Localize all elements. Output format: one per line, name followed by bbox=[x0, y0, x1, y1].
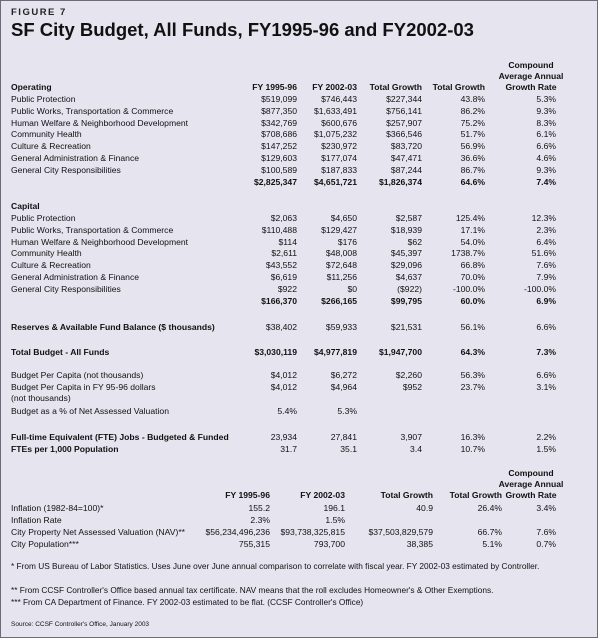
value-c2: $0 bbox=[347, 283, 357, 294]
value-c1: $2,063 bbox=[270, 213, 297, 223]
value-c2: $4,650 bbox=[330, 213, 357, 223]
source-note: Source: CCSF Controller's Office, January 2003 bbox=[11, 621, 150, 628]
figure-label: FIGURE 7 bbox=[11, 7, 67, 18]
value-c2: $4,964 bbox=[330, 382, 357, 392]
value-c1: $877,350 bbox=[261, 105, 297, 116]
value-c3: $45,397 bbox=[390, 248, 422, 259]
value-c3: $87,244 bbox=[390, 164, 422, 175]
value-c5: 2.2% bbox=[536, 432, 556, 442]
value-c1: 23,934 bbox=[270, 432, 297, 442]
value-c5: 6.6% bbox=[536, 141, 556, 152]
value-c2: $1,075,232 bbox=[313, 129, 357, 140]
value-c1: $519,099 bbox=[261, 94, 297, 104]
row-label: Culture & Recreation bbox=[11, 141, 91, 152]
row-label: Community Health bbox=[11, 129, 82, 140]
value-c2: $4,977,819 bbox=[313, 347, 357, 357]
value-c1: $922 bbox=[277, 283, 297, 294]
row-label: Full-time Equivalent (FTE) Jobs - Budgeted & Funded bbox=[11, 432, 229, 442]
value-c5: 7.4% bbox=[536, 177, 556, 187]
value-c1: $100,589 bbox=[261, 164, 297, 175]
row-label: Community Health bbox=[11, 248, 82, 259]
value-c5: 3.4% bbox=[536, 503, 556, 513]
value-c4: 66.8% bbox=[460, 260, 485, 271]
value-c2: $93,738,325,815 bbox=[280, 527, 345, 537]
value-c4: 56.9% bbox=[460, 141, 485, 152]
row-label-continued: (not thousands) bbox=[11, 393, 71, 403]
row-label: Human Welfare & Neighborhood Development bbox=[11, 117, 189, 128]
value-c3: $47,471 bbox=[390, 153, 422, 163]
value-c1: $166,370 bbox=[261, 296, 297, 306]
value-c1: $2,825,347 bbox=[253, 177, 297, 187]
value-c4: 64.3% bbox=[460, 347, 485, 357]
row-label: Budget Per Capita (not thousands) bbox=[11, 370, 144, 380]
row-label: Human Welfare & Neighborhood Development bbox=[11, 236, 189, 247]
value-c2: $177,074 bbox=[321, 153, 357, 163]
value-c4: 26.4% bbox=[477, 503, 502, 513]
value-c1: 155.2 bbox=[248, 503, 270, 513]
row-label: Budget Per Capita in FY 95-96 dollars bbox=[11, 382, 156, 392]
value-c5: 6.1% bbox=[536, 129, 556, 140]
value-c5: 1.5% bbox=[536, 444, 556, 454]
value-c2: $176 bbox=[337, 236, 357, 247]
header-fy0203: FY 2002-03 bbox=[300, 490, 345, 500]
value-c2: $266,165 bbox=[321, 296, 357, 306]
value-c3: ($922) bbox=[397, 283, 422, 294]
value-c1: $342,769 bbox=[261, 117, 297, 128]
value-c3: $257,907 bbox=[386, 117, 422, 128]
value-c5: 7.3% bbox=[536, 347, 556, 357]
value-c5: 9.3% bbox=[536, 105, 556, 116]
section-capital: Capital bbox=[11, 201, 40, 211]
value-c4: 43.8% bbox=[460, 94, 485, 104]
footnote-3: *** From CA Department of Finance. FY 2002-03 estimated to be flat. (CCSF Controller's Office) bbox=[11, 597, 364, 607]
value-c2: $6,272 bbox=[330, 370, 357, 380]
value-c3: $4,637 bbox=[395, 272, 422, 282]
value-c3: $83,720 bbox=[390, 141, 422, 152]
footnote-2: ** From CCSF Controller's Office based annual tax certificate. NAV means that the roll excludes Homeowner's & Other Exemptions. bbox=[11, 585, 494, 595]
value-c4: 10.7% bbox=[460, 444, 485, 454]
header-total-growth: Total Growth bbox=[380, 490, 433, 500]
value-c5: 12.3% bbox=[531, 213, 556, 223]
value-c3: $2,587 bbox=[395, 213, 422, 223]
header-average-annual: Average Annual bbox=[498, 71, 564, 81]
header-growth-rate: Growth Rate bbox=[505, 82, 557, 92]
value-c3: 40.9 bbox=[416, 503, 433, 513]
value-c2: 196.1 bbox=[323, 503, 345, 513]
header-total-growth-pct: Total Growth bbox=[432, 82, 485, 92]
value-c2: $72,648 bbox=[325, 260, 357, 271]
header-compound: Compound bbox=[508, 468, 554, 478]
value-c5: 5.3% bbox=[536, 94, 556, 104]
value-c1: $3,030,119 bbox=[254, 347, 297, 357]
value-c4: 66.7% bbox=[477, 527, 502, 537]
value-c5: -100.0% bbox=[523, 283, 556, 294]
value-c3: 3,907 bbox=[400, 432, 422, 442]
value-c4: 36.6% bbox=[460, 153, 485, 163]
value-c3: $756,141 bbox=[386, 105, 422, 116]
value-c2: $600,676 bbox=[321, 117, 357, 128]
value-c3: $366,546 bbox=[386, 129, 422, 140]
value-c3: $1,947,700 bbox=[378, 347, 422, 357]
row-label: Public Works, Transportation & Commerce bbox=[11, 224, 174, 235]
value-c5: 3.1% bbox=[536, 382, 556, 392]
header-growth-rate: Growth Rate bbox=[505, 490, 557, 500]
value-c1: $2,611 bbox=[271, 248, 297, 259]
value-c4: 70.0% bbox=[460, 272, 485, 282]
value-c5: 8.3% bbox=[536, 117, 556, 128]
value-c3: 38,385 bbox=[406, 539, 433, 549]
value-c4: 86.2% bbox=[460, 105, 485, 116]
value-c1: $43,552 bbox=[265, 260, 297, 271]
value-c4: 23.7% bbox=[460, 382, 485, 392]
row-label: General Administration & Finance bbox=[11, 272, 140, 282]
value-c2: $4,651,721 bbox=[313, 177, 357, 187]
value-c1: $38,402 bbox=[265, 322, 297, 332]
value-c2: 5.3% bbox=[337, 406, 357, 416]
value-c1: $147,252 bbox=[261, 141, 297, 152]
value-c4: 75.2% bbox=[460, 117, 485, 128]
value-c4: 54.0% bbox=[460, 236, 485, 247]
value-c2: $129,427 bbox=[321, 224, 357, 235]
value-c5: 9.3% bbox=[536, 164, 556, 175]
value-c4: 125.4% bbox=[455, 213, 485, 223]
header-fy9596: FY 1995-96 bbox=[252, 82, 297, 92]
value-c3: $21,531 bbox=[390, 322, 422, 332]
row-label: General City Responsibilities bbox=[11, 164, 121, 175]
value-c5: 6.4% bbox=[536, 236, 556, 247]
value-c4: 60.0% bbox=[460, 296, 485, 306]
section-operating: Operating bbox=[11, 82, 52, 92]
value-c3: 3.4 bbox=[410, 444, 422, 454]
value-c2: 27,841 bbox=[330, 432, 357, 442]
value-c4: 56.1% bbox=[460, 322, 485, 332]
value-c2: $11,256 bbox=[326, 272, 357, 282]
row-label: Culture & Recreation bbox=[11, 260, 91, 271]
value-c4: 1738.7% bbox=[451, 248, 485, 259]
value-c1: $708,686 bbox=[261, 129, 297, 140]
value-c2: 793,700 bbox=[313, 539, 345, 549]
value-c4: 17.1% bbox=[460, 224, 485, 235]
value-c5: 6.6% bbox=[536, 370, 556, 380]
value-c1: $129,603 bbox=[261, 153, 297, 163]
value-c3: $1,826,374 bbox=[378, 177, 422, 187]
row-label: Reserves & Available Fund Balance ($ thousands) bbox=[11, 322, 215, 332]
value-c4: 56.3% bbox=[460, 370, 485, 380]
value-c1: 31.7 bbox=[280, 444, 297, 454]
value-c1: $4,012 bbox=[270, 382, 297, 392]
value-c5: 7.6% bbox=[536, 527, 556, 537]
header-average-annual: Average Annual bbox=[498, 479, 564, 489]
value-c5: 4.6% bbox=[536, 153, 556, 163]
value-c2: $59,933 bbox=[325, 322, 357, 332]
value-c2: $48,008 bbox=[325, 248, 357, 259]
value-c5: 6.6% bbox=[536, 322, 556, 332]
row-label: Inflation (1982-84=100)* bbox=[11, 503, 104, 513]
value-c3: $62 bbox=[407, 236, 422, 247]
footnote-1: * From US Bureau of Labor Statistics. Uses June over June annual comparison to correlate with fiscal year. FY 2002-03 estimated by Controller. bbox=[11, 561, 540, 571]
header-fy9596: FY 1995-96 bbox=[225, 490, 270, 500]
header-total-growth: Total Growth bbox=[369, 82, 422, 92]
value-c3: $37,503,829,579 bbox=[368, 527, 433, 537]
value-c1: 5.4% bbox=[277, 406, 297, 416]
row-label: Public Protection bbox=[11, 94, 76, 104]
value-c1: $114 bbox=[278, 236, 297, 247]
value-c2: $746,443 bbox=[321, 94, 357, 104]
figure-title: SF City Budget, All Funds, FY1995-96 and FY2002-03 bbox=[11, 19, 474, 40]
value-c1: $4,012 bbox=[270, 370, 297, 380]
value-c5: 6.9% bbox=[536, 296, 556, 306]
value-c1: 755,315 bbox=[238, 539, 270, 549]
value-c2: 1.5% bbox=[325, 515, 345, 525]
value-c4: 51.7% bbox=[460, 129, 485, 140]
value-c1: $110,488 bbox=[261, 224, 297, 235]
value-c4: 64.6% bbox=[460, 177, 485, 187]
value-c3: $2,260 bbox=[395, 370, 422, 380]
row-label: Budget as a % of Net Assessed Valuation bbox=[11, 406, 169, 416]
value-c4: -100.0% bbox=[452, 283, 485, 294]
row-label: Total Budget - All Funds bbox=[11, 347, 110, 357]
row-label: FTEs per 1,000 Population bbox=[11, 444, 119, 454]
row-label: Public Works, Transportation & Commerce bbox=[11, 105, 174, 116]
value-c4: 16.3% bbox=[460, 432, 485, 442]
row-label: City Property Net Assessed Valuation (NAV)** bbox=[11, 527, 186, 537]
value-c2: 35.1 bbox=[340, 444, 357, 454]
header-total-growth-pct: Total Growth bbox=[449, 490, 502, 500]
value-c5: 7.6% bbox=[536, 260, 556, 271]
header-fy0203: FY 2002-03 bbox=[312, 82, 357, 92]
value-c1: 2.3% bbox=[250, 515, 270, 525]
value-c5: 7.9% bbox=[536, 272, 556, 282]
row-label: General City Responsibilities bbox=[11, 283, 121, 294]
value-c4: 5.1% bbox=[482, 539, 502, 549]
value-c5: 51.6% bbox=[531, 248, 556, 259]
value-c3: $227,344 bbox=[386, 94, 422, 104]
row-label: City Population*** bbox=[11, 539, 79, 549]
value-c3: $99,795 bbox=[390, 296, 422, 306]
value-c4: 86.7% bbox=[460, 164, 485, 175]
row-label: General Administration & Finance bbox=[11, 153, 140, 163]
value-c5: 0.7% bbox=[536, 539, 556, 549]
value-c1: $6,619 bbox=[270, 272, 297, 282]
value-c3: $18,939 bbox=[390, 224, 422, 235]
value-c3: $952 bbox=[402, 382, 422, 392]
header-compound: Compound bbox=[508, 60, 554, 70]
value-c2: $230,972 bbox=[321, 141, 357, 152]
row-label: Public Protection bbox=[11, 213, 76, 223]
row-label: Inflation Rate bbox=[11, 515, 62, 525]
value-c2: $187,833 bbox=[321, 164, 357, 175]
value-c5: 2.3% bbox=[536, 224, 556, 235]
value-c2: $1,633,491 bbox=[313, 105, 357, 116]
value-c3: $29,096 bbox=[390, 260, 422, 271]
value-c1: $56,234,496,236 bbox=[205, 527, 270, 537]
